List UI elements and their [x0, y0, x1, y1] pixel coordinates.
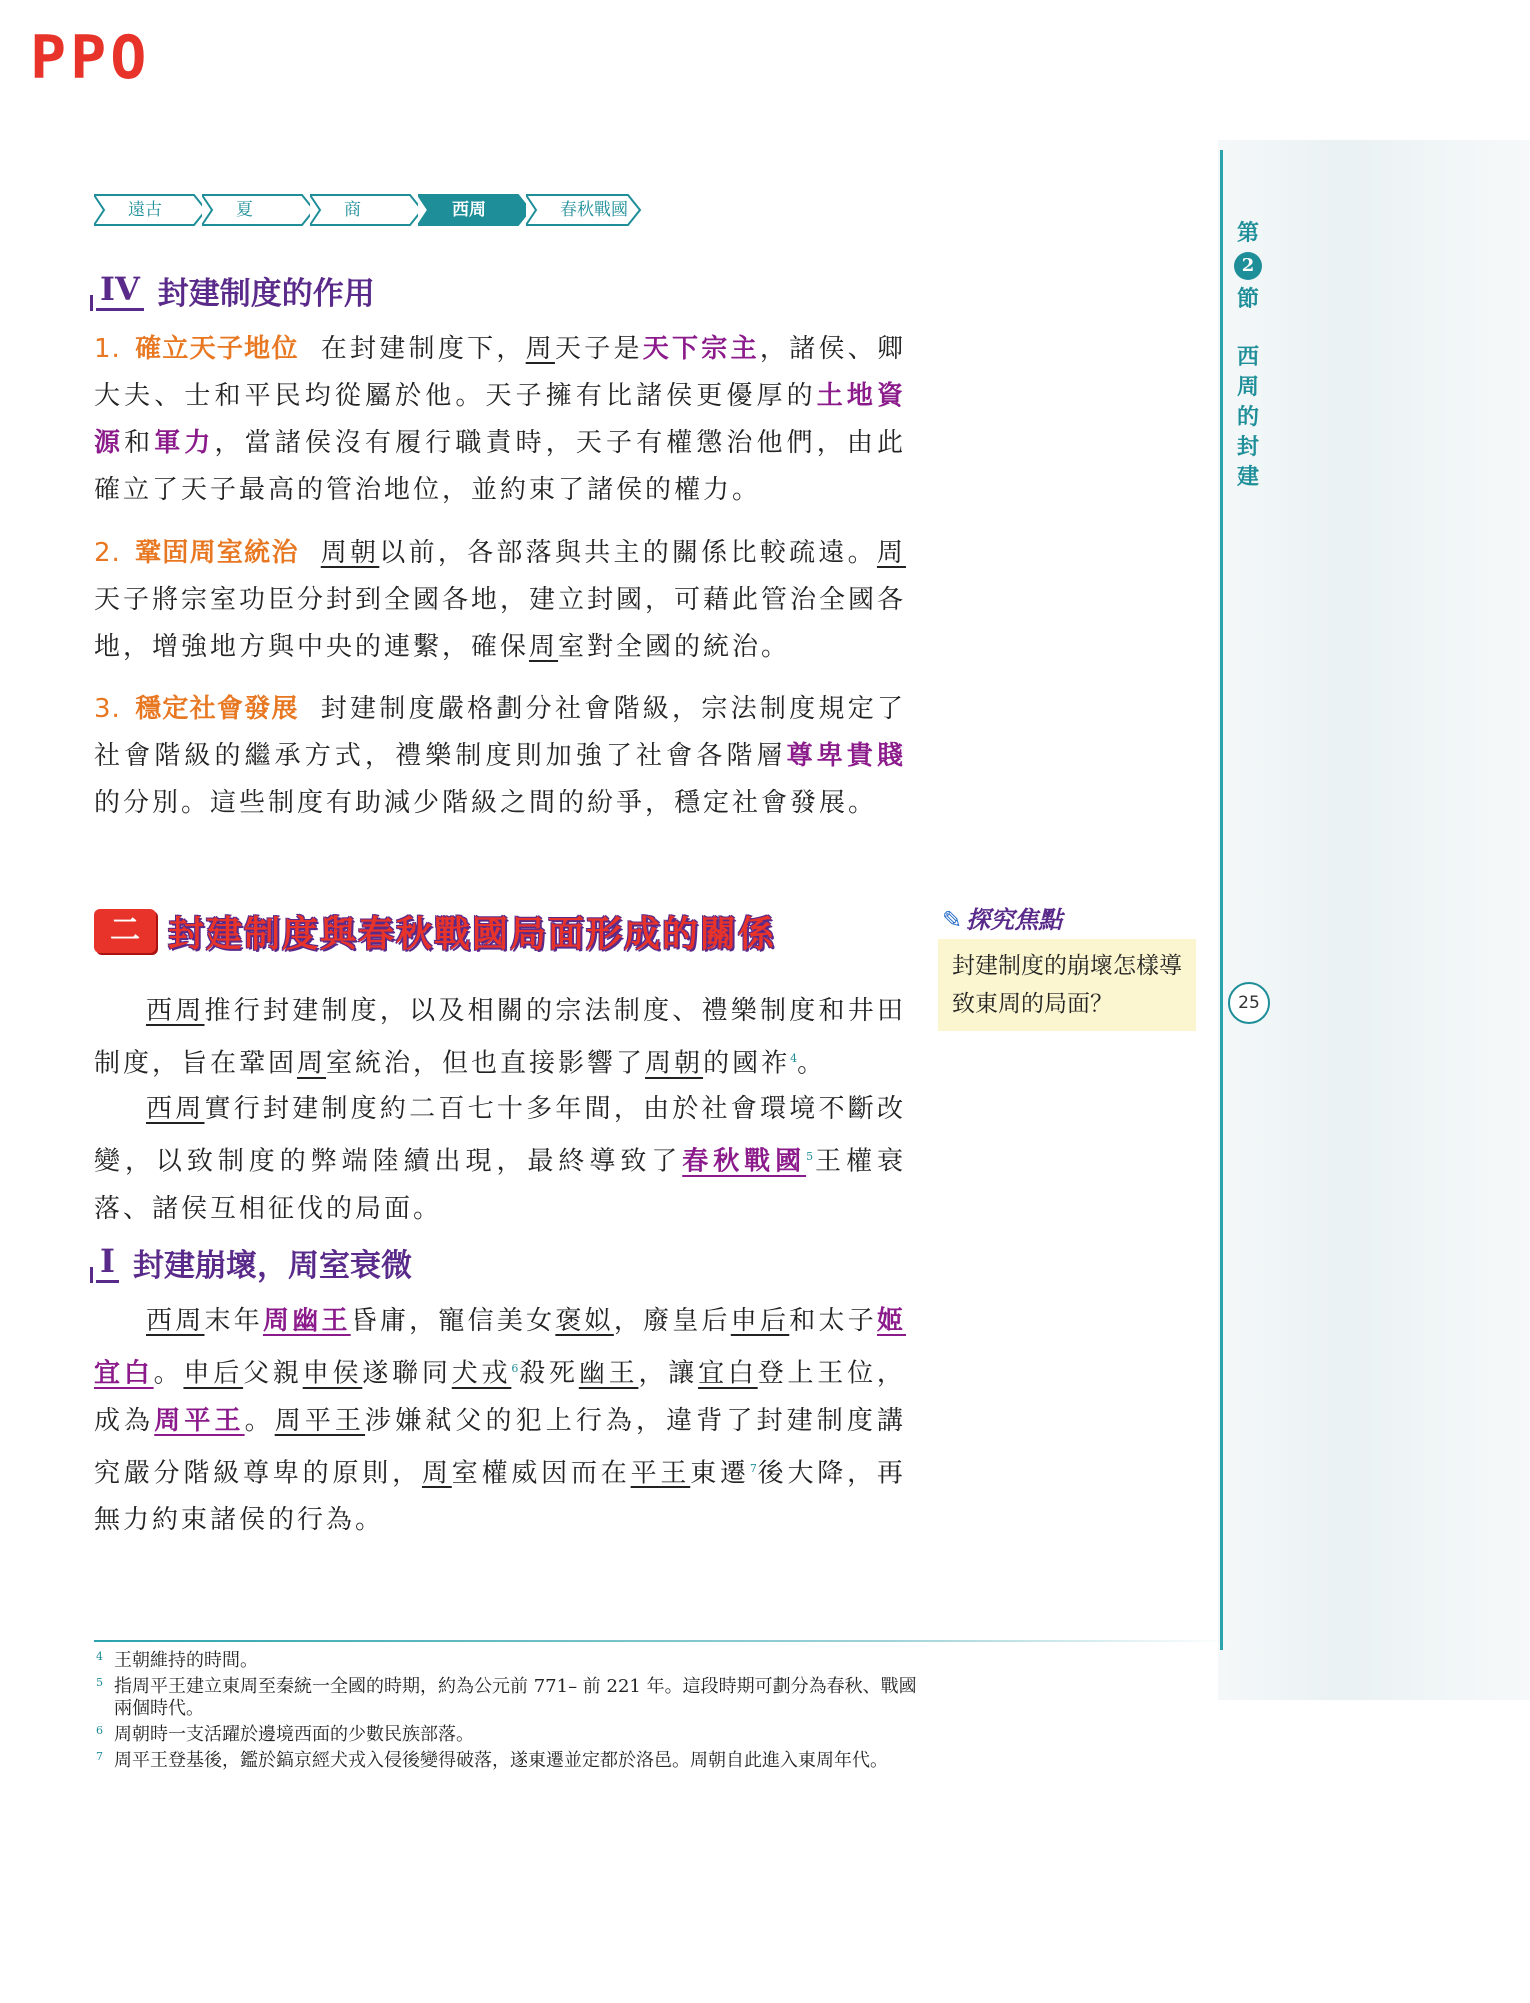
section-number-box: 二	[94, 909, 156, 953]
section-title: 封建崩壞，周室衰微	[132, 1248, 412, 1284]
paragraph-establish-king: 1. 確立天子地位 在封建制度下，周天子是天下宗主，諸侯、卿大夫、士和平民均從屬於他。天子擁有比諸侯更優厚的土地資源和軍力，當諸侯沒有履行職責時，天子有權懲治他們，由此確立了天子最高的管治地位，並約束了諸侯的權力。	[94, 334, 906, 505]
side-divider	[1220, 150, 1223, 1650]
era-timeline	[94, 194, 654, 228]
timeline-item-active: 西周	[418, 194, 532, 226]
paragraph-intro-2: 西周實行封建制度約二百七十多年間，由於社會環境不斷改變，以致制度的弊端陸續出現，最終導致了春秋戰國$^5$王權衰落、諸侯互相征伐的局面。	[94, 1094, 906, 1224]
footnote-divider	[94, 1640, 1234, 1642]
chapter-suffix: 節	[1236, 286, 1259, 312]
paragraph-consolidate-rule: 2. 鞏固周室統治 周朝以前，各部落與共主的關係比較疏遠。周天子將宗室功臣分封到全國各地，建立封國，可藉此管治全國各地，增強地方與中央的連繫，確保周室對全國的統治。	[94, 538, 907, 662]
paragraph-decline: 西周末年周幽王昏庸，寵信美女褒姒，廢皇后申后和太子姬宜白。申后父親申侯遂聯同犬戎$^6$殺死幽王，讓宜白登上王位，成為周平王。周平王涉嫌弒父的犯上行為，違背了封建制度講究嚴分階級尊卑的原則，周室權威因而在平王東遷$^7$後大降，再無力約束諸侯的行為。	[94, 1306, 906, 1536]
footnote: 5 指周平王建立東周至秦統一全國的時期，約為公元前 771– 前 221 年。這段時期可劃分為春秋、戰國兩個時代。	[96, 1676, 917, 1719]
chapter-title-char: 周	[1236, 374, 1259, 400]
section-title: 封建制度的作用	[157, 276, 375, 312]
roman-numeral: IV	[96, 270, 144, 311]
section-heading-iv	[96, 268, 375, 313]
inquiry-focus-tag: ✎ 探究焦點	[942, 906, 1063, 934]
footnote: 4 王朝維持的時間。	[96, 1650, 258, 1671]
footnote: 7 周平王登基後，鑑於鎬京經犬戎入侵後變得破落，遂東遷並定都於洛邑。周朝自此進入東周年代。	[96, 1750, 888, 1771]
roman-numeral: I	[96, 1242, 119, 1283]
main-section-heading	[94, 906, 776, 956]
chapter-title-char: 的	[1236, 404, 1259, 430]
page-number: 25	[1228, 982, 1270, 1024]
footnote: 6 周朝時一支活躍於邊境西面的少數民族部落。	[96, 1724, 474, 1745]
footnotes	[96, 1650, 920, 1776]
chapter-title-char: 西	[1236, 344, 1259, 370]
pencil-icon: ✎	[942, 906, 963, 934]
chapter-title-char: 建	[1236, 464, 1259, 490]
inquiry-focus-question: 封建制度的崩壞怎樣導致東周的局面？	[938, 939, 1196, 1031]
chapter-number: 2	[1234, 252, 1262, 280]
timeline-item: 遠古	[94, 194, 208, 226]
paragraph-stabilize-society: 3. 穩定社會發展 封建制度嚴格劃分社會階級，宗法制度規定了社會階級的繼承方式，禮樂制度則加強了社會各階層尊卑貴賤的分別。這些制度有助減少階級之間的紛爭，穩定社會發展。	[94, 694, 906, 818]
chapter-title-char: 封	[1236, 434, 1259, 460]
timeline-item: 商	[310, 194, 424, 226]
main-section-title: 封建制度與春秋戰國局面形成的關係	[168, 913, 777, 955]
publisher-logo: PPO	[30, 23, 151, 93]
chapter-prefix: 第	[1236, 220, 1259, 246]
chapter-marker	[1228, 218, 1268, 492]
timeline-item: 春秋戰國	[526, 194, 660, 226]
paragraph-intro-1: 西周推行封建制度，以及相關的宗法制度、禮樂制度和井田制度，旨在鞏固周室統治，但也直接影響了周朝的國祚$^4$。	[94, 996, 906, 1079]
section-heading-i	[96, 1240, 412, 1285]
inquiry-focus-box	[938, 900, 1196, 1031]
timeline-item: 夏	[202, 194, 316, 226]
